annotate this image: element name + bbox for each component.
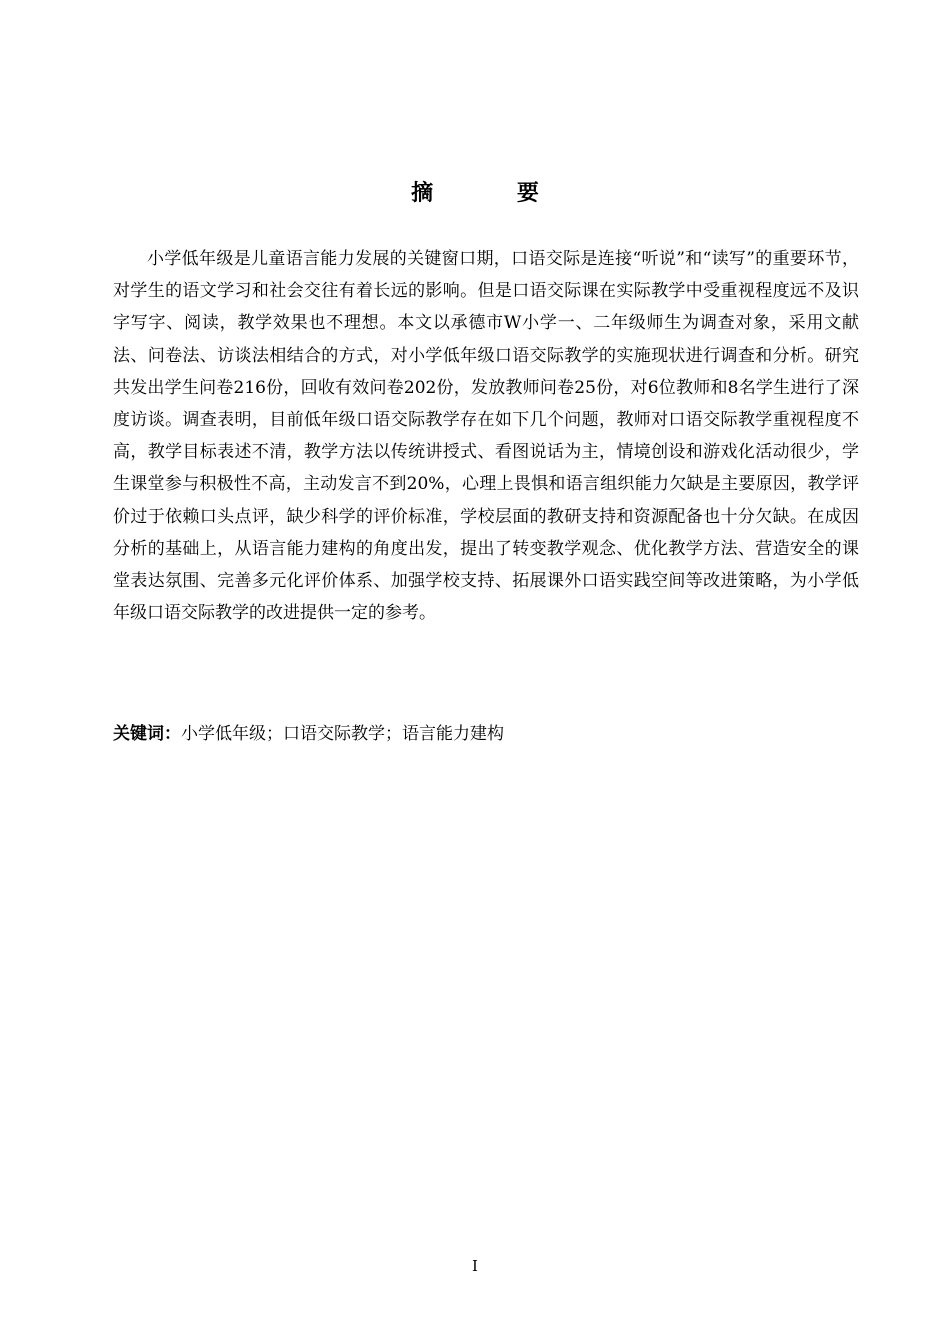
abstract-title: 摘 要	[411, 181, 577, 206]
keywords-text: 小学低年级；口语交际教学；语言能力建构	[181, 724, 504, 744]
abstract-body: 小学低年级是儿童语言能力发展的关键窗口期，口语交际是连接“听说”和“读写”的重要环节，对学生的语文学习和社会交往有着长远的影响。但是口语交际课在实际教学中受重视程度远不及识字写字、阅读，教学效果也不理想。本文以承德市W小学一、二年级师生为调查对象，采用文献法、问卷法、访谈法相结合的方式，对小学低年级口语交际教学的实施现状进行调查和分析。研究共发出学生问卷216份，回收有效问卷202份，发放教师问卷25份，对6位教师和8名学生进行了深度访谈。调查表明，目前低年级口语交际教学存在如下几个问题，教师对口语交际教学重视程度不高，教学目标表述不清，教学方法以传统讲授式、看图说话为主，情境创设和游戏化活动很少，学生课堂参与积极性不高，主动发言不到20%，心理上畏惧和语言组织能力欠缺是主要原因，教学评价过于依赖口头点评，缺少科学的评价标准，学校层面的教研支持和资源配备也十分欠缺。在成因分析的基础上，从语言能力建构的角度出发，提出了转变教学观念、优化教学方法、营造安全的课堂表达氛围、完善多元化评价体系、加强学校支持、拓展课外口语实践空间等改进策略，为小学低年级口语交际教学的改进提供一定的参考。	[113, 249, 859, 624]
keywords-label: 关键词：	[113, 724, 181, 744]
keywords-line	[113, 720, 859, 748]
page-number: I	[472, 1257, 478, 1275]
